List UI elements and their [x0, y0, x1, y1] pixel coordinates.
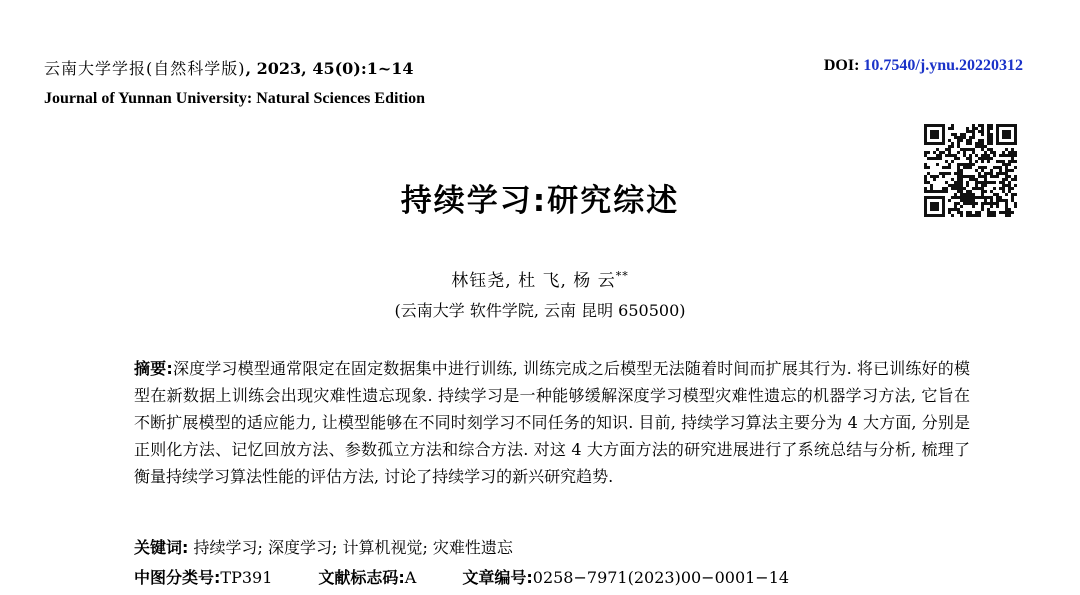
abstract-text: 深度学习模型通常限定在固定数据集中进行训练, 训练完成之后模型无法随着时间而扩展其行为. 将已训练好的模型在新数据上训练会出现灾难性遗忘现象. 持续学习是一种能够缓解深度学习模型灾难性遗忘的机器学习方法, 它旨在不断扩展模型的适应能力, 让模型能够在不同时刻学习不同任务的知识. 目前, 持续学习算法主要分为 4 大方面, 分别是正则化方法、记忆回放方法、参数孤立方法和综合方法. 对这 4 大方面方法的研究进展进行了系统总结与分析, 梳理了衡量持续学习算法性能的评估方法, 讨论了持续学习的新兴研究趋势. [134, 359, 970, 486]
journal-name-en: Journal of Yunnan University: Natural Sciences Edition [44, 90, 426, 107]
article-number [462, 565, 789, 588]
abstract [134, 355, 970, 490]
document-code [318, 565, 416, 588]
clc-label: 中图分类号: [134, 568, 221, 587]
article-number-label: 文章编号: [462, 568, 533, 587]
keywords-label: 关键词: [134, 538, 189, 557]
journal-title-cn: 云南大学学报(自然科学版) [44, 59, 246, 78]
clc-number [134, 565, 272, 588]
corresponding-mark: ** [615, 269, 629, 283]
keywords [134, 535, 513, 558]
journal-citation: , 2023, 45(0):1~14 [245, 59, 414, 78]
journal-name-cn [44, 56, 414, 79]
classification-line [134, 565, 835, 588]
clc-value: TP391 [220, 568, 273, 587]
doc-code-label: 文献标志码: [318, 568, 405, 587]
doi-label: DOI: [823, 57, 864, 74]
article-number-value: 0258−7971(2023)00−0001−14 [532, 568, 790, 587]
doc-code-value: A [404, 568, 417, 587]
author-names: 林钰尧, 杜 飞, 杨 云 [451, 271, 616, 291]
doi [824, 57, 1023, 75]
authors [0, 266, 1080, 291]
doi-link[interactable]: 10.7540/j.ynu.20220312 [863, 57, 1023, 74]
abstract-label: 摘要: [134, 359, 173, 378]
affiliation: (云南大学 软件学院, 云南 昆明 650500) [394, 301, 686, 320]
paper-title: 持续学习:研究综述 [400, 183, 680, 219]
keywords-text: 持续学习; 深度学习; 计算机视觉; 灾难性遗忘 [188, 538, 513, 557]
